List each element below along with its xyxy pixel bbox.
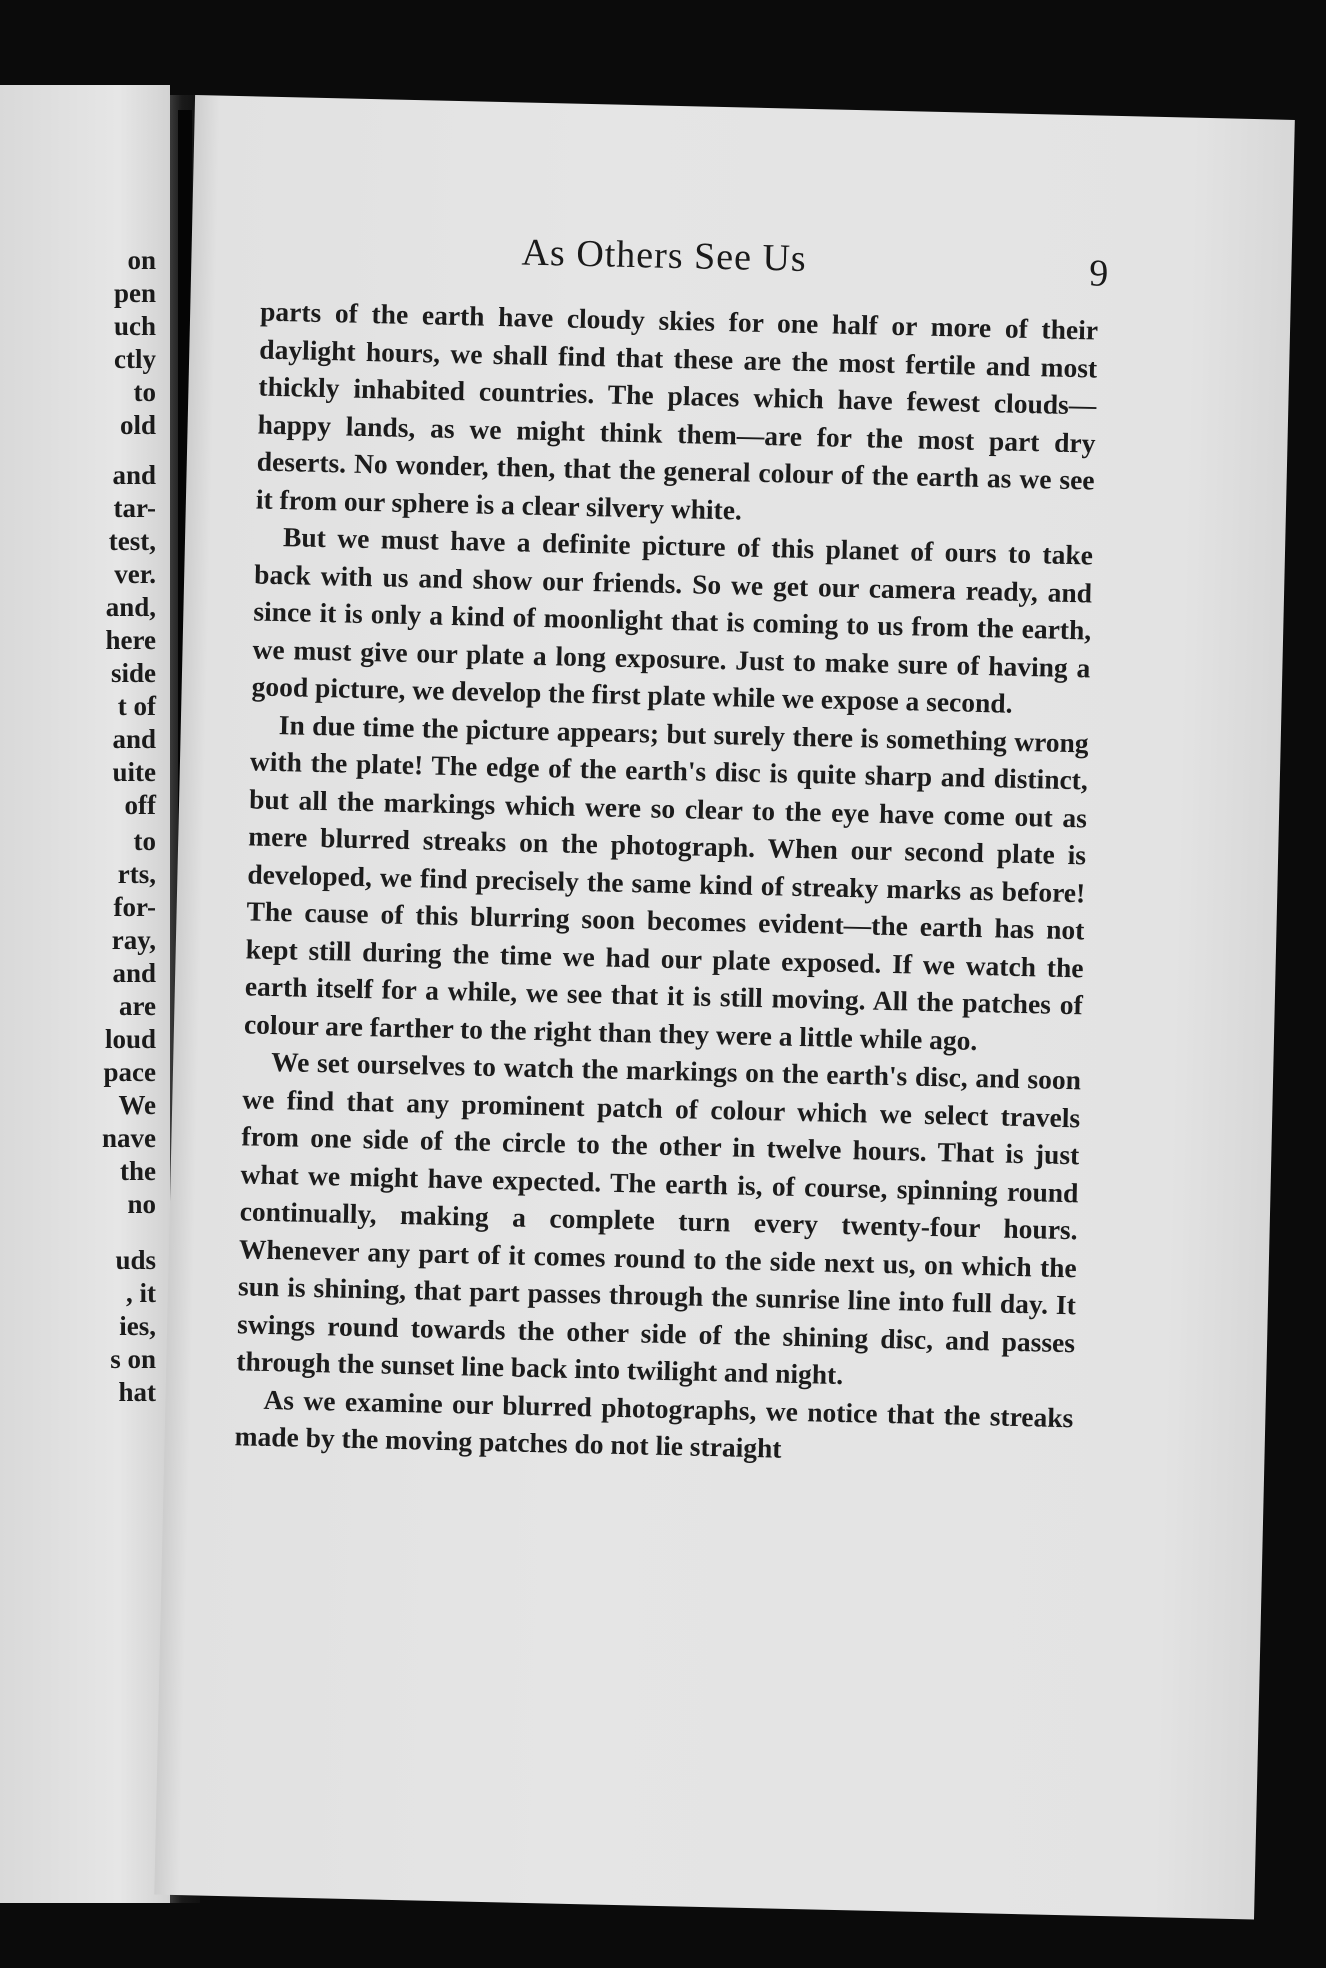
left-page-line-fragment: ver. [114,559,156,589]
book-page [154,95,1295,1919]
left-page-line-fragment: and, [105,592,156,622]
left-page-line-fragment: hat [118,1377,156,1407]
left-page-line-fragment: side [110,658,156,688]
left-page-line-fragment: uite [112,757,156,787]
left-page-line-fragment: test, [108,526,156,556]
left-page-line-fragment: pen [113,278,156,308]
left-page-line-fragment: ctly [114,344,156,374]
left-page-line-fragment: nave [102,1123,156,1153]
left-page-line-fragment: ies, [119,1311,156,1341]
left-page-line-fragment: and [112,958,156,988]
left-page-line-fragment: rts, [117,859,156,889]
background-edge [1296,110,1326,1910]
left-page-line-fragment: to [133,826,156,856]
left-page-line-fragment: for- [113,892,156,922]
left-page-line-fragment: pace [103,1057,156,1087]
left-page-line-fragment: here [105,625,156,655]
left-page-line-fragment: tar- [113,493,156,523]
left-page-line-fragment: ray, [111,925,156,955]
paragraph: We set ourselves to watch the markings on the earth's disc, and soon we find that any prominent patch of colour which we select travels from one side of the circle to the other in twelve hours. That is just what we might have expected. The earth is, of course, spinning round continually, making a complete turn every twenty-four hours. Whenever any part of it comes round to the side next us, on which the sun is shining, that part passes through the sunrise line into full day. It swings round towards the other side of the shining disc, and passes through the sunset line back into twilight and night. [236,1045,1082,1391]
paragraph: parts of the earth have cloudy skies for one half or more of their daylight hours, we shall find that these are the most fertile and most thickly inhabited countries. The places which have fewest clouds—happy lands, as we might think them—are for the most part dry deserts. No wonder, then, that the general colour of the earth as we see it from our sphere is a clear silvery white. [255,295,1099,526]
previous-page-fragment [0,85,170,1903]
left-page-line-fragment: on [127,245,156,275]
left-page-line-fragment: t of [117,691,156,721]
paragraph: But we must have a definite picture of this planet of ours to take back with us and show our friends. So we get our camera ready, and since it is only a kind of moonlight that is coming to us from the earth, we must give our plate a long exposure. Just to make sure of having a good picture, we develop the first plate while we expose a second. [251,521,1094,719]
left-page-line-fragment: the [120,1156,156,1186]
left-page-line-fragment: s on [110,1344,156,1374]
left-page-line-fragment: and [112,724,156,754]
left-page-line-fragment: uds [115,1245,156,1275]
body-text [234,293,1098,1474]
left-page-line-fragment: and [112,460,156,490]
left-page-line-fragment: We [118,1090,156,1120]
left-page-line-fragment: old [119,410,156,440]
paragraph: As we examine our blurred photographs, we notice that the streaks made by the moving patches do not lie straight [234,1383,1074,1464]
left-page-line-fragment: are [119,991,156,1021]
running-head: As Others See Us [521,231,808,280]
left-page-line-fragment: uch [113,311,156,341]
left-page-line-fragment: no [127,1189,156,1219]
left-page-line-fragment: loud [104,1024,156,1054]
left-page-line-fragment: off [124,790,156,820]
page-number: 9 [1088,252,1109,295]
left-page-line-fragment: to [133,377,156,407]
paragraph: In due time the picture appears; but surely there is something wrong with the plate! The edge of the earth's disc is quite sharp and distinct, but all the markings which were so clear to the eye have come out as mere blurred streaks on the photograph. When our second plate is developed, we find precisely the same kind of streaky marks as before! The cause of this blurring soon becomes evident—the earth has not kept still during the time we had our plate exposed. If we watch the earth itself for a while, we see that it is still moving. All the patches of colour are farther to the right than they were a little while ago. [243,708,1090,1056]
left-page-line-fragment: , it [126,1278,156,1308]
